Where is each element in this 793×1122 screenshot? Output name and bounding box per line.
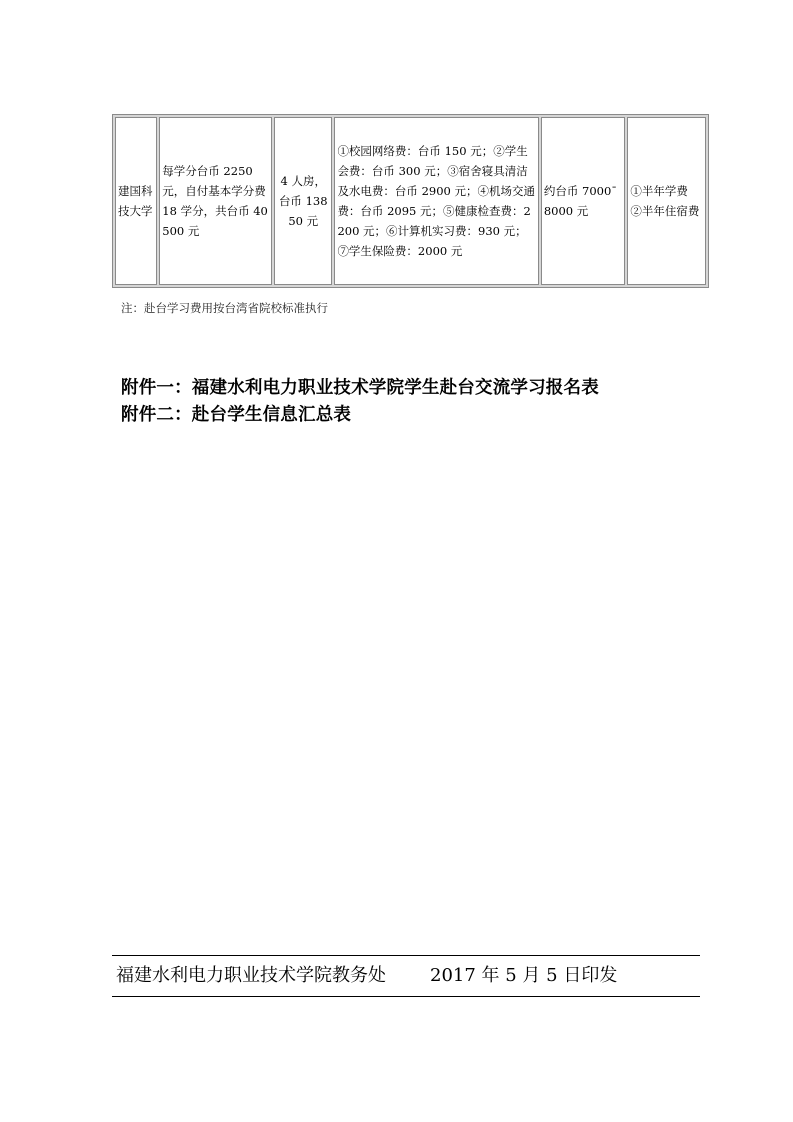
fee-table xyxy=(112,114,709,288)
other-fees-cell: ①校园网络费：台币 150 元；②学生会费：台币 300 元；③宿舍寝具清洁及水电费：台币 2900 元；④机场交通费：台币 2095 元；⑤健康检查费：2200 元；⑥计算机实习费：930 元；⑦学生保险费：2000 元 xyxy=(334,117,538,285)
lodging-cell: 4 人房，台币 13850 元 xyxy=(274,117,332,285)
footer-divider-bottom xyxy=(112,996,700,997)
footer xyxy=(116,961,617,987)
attachment-1: 附件一：福建水利电力职业技术学院学生赴台交流学习报名表 xyxy=(121,378,599,398)
footer-date: 2017 年 5 月 5 日印发 xyxy=(430,965,618,986)
fee-notes-cell xyxy=(627,117,706,285)
fee-note-line: ②半年住宿费 xyxy=(630,204,700,218)
table-footnote: 注：赴台学习费用按台湾省院校标准执行 xyxy=(121,301,328,315)
living-cost-cell: 约台币 7000¯8000 元 xyxy=(541,117,626,285)
tuition-cell: 每学分台币 2250 元，自付基本学分费 18 学分，共台币 40500 元 xyxy=(159,117,272,285)
attachment-2: 附件二：赴台学生信息汇总表 xyxy=(121,405,352,425)
table-row xyxy=(115,117,706,285)
footer-divider-top xyxy=(112,955,700,956)
fee-note-line: ①半年学费 xyxy=(630,184,688,198)
footer-issuer: 福建水利电力职业技术学院教务处 xyxy=(116,965,386,986)
school-cell: 建国科技大学 xyxy=(115,117,157,285)
